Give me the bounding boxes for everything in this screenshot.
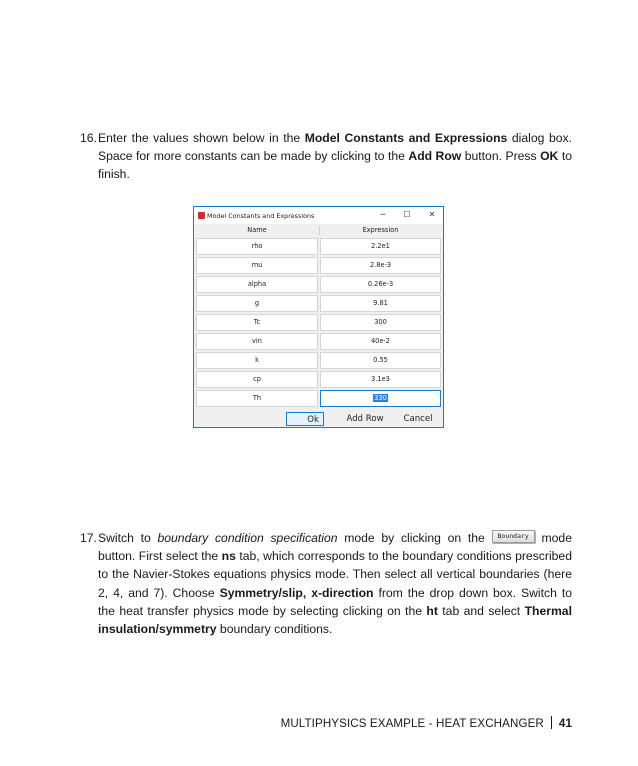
column-header-expression: Expression: [320, 224, 441, 236]
text-run: tab and select: [437, 603, 525, 618]
table-row: [196, 295, 441, 313]
bold-ht-tab: ht: [426, 603, 438, 618]
constant-expression-cell[interactable]: 9.81: [320, 295, 441, 312]
footer-section-title: MULTIPHYSICS EXAMPLE - HEAT EXCHANGER: [280, 717, 544, 730]
text-run: button. Press: [461, 149, 541, 164]
text-run: dialog box. Space for more constants can be made by clicking to the: [98, 131, 572, 164]
constant-name-cell[interactable]: k: [196, 352, 318, 369]
selected-expression-text: 330: [374, 394, 387, 402]
cancel-button[interactable]: Cancel: [403, 414, 433, 424]
constant-expression-cell[interactable]: 0.55: [320, 352, 441, 369]
step-16: [80, 129, 572, 184]
boundary-mode-button: Boundary: [492, 530, 535, 543]
maximize-icon[interactable]: ☐: [403, 210, 411, 219]
bold-symmetry-option: Symmetry/slip, x-direction: [219, 585, 374, 600]
constant-name-cell[interactable]: cp: [196, 371, 318, 388]
text-run: boundary conditions.: [216, 622, 333, 637]
table-row: [196, 257, 441, 275]
constant-expression-cell[interactable]: 3.1e3: [320, 371, 441, 388]
text-run: to finish.: [98, 149, 572, 182]
bold-dialog-name: Model Constants and Expressions: [304, 131, 508, 145]
constant-name-cell[interactable]: rho: [196, 238, 318, 255]
bold-ns-tab: ns: [221, 549, 236, 564]
text-run: Switch to: [98, 531, 158, 545]
close-icon[interactable]: ✕: [428, 210, 436, 219]
constant-name-cell[interactable]: Th: [196, 390, 318, 407]
bold-add-row: Add Row: [408, 149, 462, 164]
text-run: tab, which corresponds to the boundary conditions prescribed to the Navier-Stokes equations physics mode. Then select all vertical boundaries (here 2, 4, and 7). Choose: [98, 549, 572, 600]
table-row: [196, 314, 441, 332]
dialog-title: Model Constants and Expressions: [207, 212, 315, 220]
constant-expression-cell[interactable]: 40e-2: [320, 333, 441, 350]
footer-divider: [551, 716, 552, 729]
table-row: [196, 238, 441, 256]
step-number: 17.: [80, 531, 97, 545]
constant-expression-cell[interactable]: 0.26e-3: [320, 276, 441, 293]
table-row: [196, 371, 441, 389]
table-row: [196, 390, 441, 408]
page-footer: [281, 716, 572, 730]
text-run: mode button. First select the: [98, 531, 572, 564]
text-run: Enter the values shown below in the: [98, 131, 305, 145]
table-row: [196, 333, 441, 351]
minimize-icon[interactable]: ─: [380, 210, 386, 219]
italic-mode-name: boundary condition specification: [157, 531, 338, 545]
app-icon: [198, 212, 205, 219]
table-row: [196, 352, 441, 370]
constant-name-cell[interactable]: mu: [196, 257, 318, 274]
constant-expression-cell[interactable]: [320, 390, 441, 407]
step-number: 16.: [80, 131, 97, 145]
constant-expression-cell[interactable]: 2.8e-3: [320, 257, 441, 274]
bold-thermal-insulation: Thermal insulation/symmetry: [98, 603, 572, 637]
constant-expression-cell[interactable]: 300: [320, 314, 441, 331]
ok-button[interactable]: Ok: [286, 412, 324, 426]
constant-name-cell[interactable]: g: [196, 295, 318, 312]
page-number: 41: [558, 717, 572, 730]
table-row: [196, 276, 441, 294]
constant-expression-cell[interactable]: 2.2e1: [320, 238, 441, 255]
bold-ok: OK: [540, 149, 559, 164]
step-17: [80, 529, 572, 638]
constant-name-cell[interactable]: alpha: [196, 276, 318, 293]
text-run: from the drop down box. Switch to the heat transfer physics mode by selecting clicking on the: [98, 585, 572, 618]
constant-name-cell[interactable]: vin: [196, 333, 318, 350]
step-17-text: [98, 529, 572, 638]
constant-name-cell[interactable]: Tc: [196, 314, 318, 331]
step-16-text: [98, 129, 572, 184]
column-header-name: Name: [196, 224, 318, 236]
dialog-titlebar: [194, 207, 443, 224]
add-row-button[interactable]: Add Row: [346, 414, 384, 424]
dialog-button-bar: [194, 412, 443, 427]
model-constants-dialog: [193, 206, 444, 428]
text-run: mode by clicking on the: [337, 531, 492, 545]
